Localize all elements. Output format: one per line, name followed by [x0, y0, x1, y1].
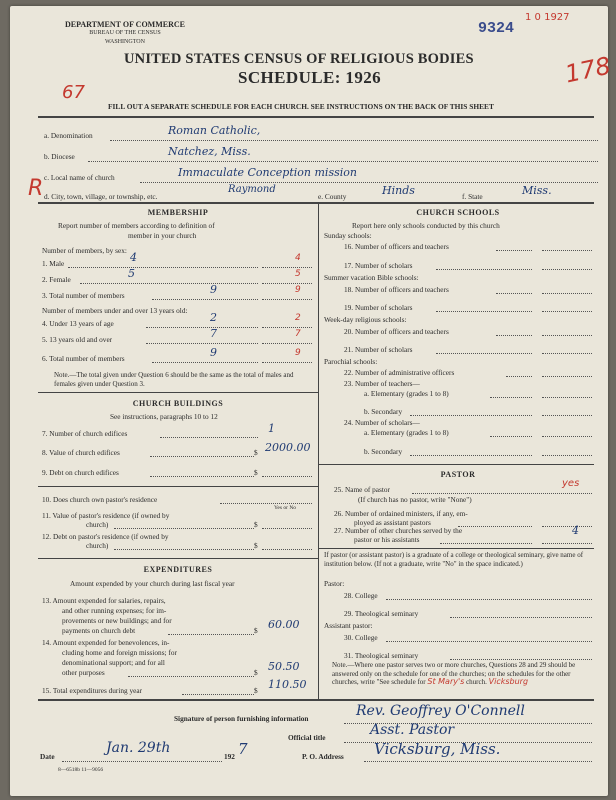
- vacation-scholars-answer: [542, 311, 592, 312]
- parochial-officers-answer: [542, 376, 592, 377]
- total-expenditures-label: 15. Total expenditures during year: [42, 686, 143, 695]
- po-address-value: Vicksburg, Miss.: [374, 740, 501, 758]
- running-expenses-label-1: 13. Amount expended for salaries, repairs,: [42, 596, 166, 605]
- residence-debt-amount-line: [262, 549, 312, 550]
- edifices-value-label: 8. Value of church edifices: [42, 448, 120, 457]
- department-block: [50, 20, 200, 47]
- members-by-age-label: Number of members under and over 13 years old:: [42, 306, 188, 315]
- buildings-rule: [38, 392, 318, 393]
- church-name-value: Immaculate Conception mission: [178, 166, 357, 179]
- pastor-college-line: [386, 599, 592, 600]
- pastor-name-note: (If church has no pastor, write "None"): [358, 495, 472, 504]
- form-code: 8—6518b 11—9056: [58, 767, 104, 773]
- assistant-subheading: Assistant pastor:: [324, 621, 373, 630]
- church-name-label: c. Local name of church: [44, 173, 115, 182]
- benevolences-value: 50.50: [268, 660, 300, 673]
- column-divider: [318, 202, 319, 699]
- residence-value-amount-line: [262, 528, 312, 529]
- total-expenditures-value: 110.50: [268, 678, 307, 691]
- residence-debt-label-1: 12. Debt on pastor's residence (if owned by: [42, 532, 169, 541]
- bureau-city: WASHINGTON: [105, 39, 145, 45]
- margin-number-178: 178: [562, 51, 614, 89]
- benevolences-label-1: 14. Amount expended for benevolences, in-: [42, 638, 170, 647]
- scholars-secondary-line: [410, 455, 532, 456]
- residence-value-label-1: 11. Value of pastor's residence (if owned by: [42, 511, 170, 520]
- parochial-officers-label: 22. Number of administrative officers: [344, 368, 455, 377]
- sunday-scholars-line: [436, 269, 532, 270]
- pastor-college-label: 28. College: [344, 591, 378, 600]
- sunday-schools-label: Sunday schools:: [324, 231, 372, 240]
- pastor-seminary-line: [450, 617, 592, 618]
- total-members-2-value: 9: [210, 346, 217, 359]
- date-line: [62, 761, 222, 762]
- scholars-elementary-line: [490, 436, 532, 437]
- teachers-elementary-line: [490, 397, 532, 398]
- edifices-debt-dollar: $: [254, 468, 258, 477]
- schedule-title: SCHEDULE: 1926: [238, 68, 382, 87]
- signature-label: Signature of person furnishing information: [174, 714, 309, 723]
- edifices-count-line: [160, 437, 258, 438]
- pastor-name-value: yes: [562, 478, 580, 489]
- owns-residence-label: 10. Does church own pastor's residence: [42, 495, 158, 504]
- other-churches-line: [440, 543, 532, 544]
- benevolences-dollar: $: [254, 668, 258, 677]
- total-expenditures-dollar: $: [254, 686, 258, 695]
- membership-intro-2: member in your church: [128, 231, 197, 240]
- section-rule: [38, 202, 594, 204]
- scholars-secondary-label: b. Secondary: [364, 447, 403, 456]
- other-churches-value: 4: [572, 524, 579, 537]
- weekday-scholars-label: 21. Number of scholars: [344, 345, 413, 354]
- running-expenses-dollar: $: [254, 626, 258, 635]
- sunday-teachers-label: 16. Number of officers and teachers: [344, 242, 449, 251]
- edifices-debt-amount-line: [262, 476, 312, 477]
- sunday-scholars-label: 17. Number of scholars: [344, 261, 413, 270]
- weekday-scholars-answer: [542, 353, 592, 354]
- pastor-name-label: 25. Name of pastor: [334, 485, 390, 494]
- buildings-heading: CHURCH BUILDINGS: [132, 399, 224, 408]
- total-members-label: 3. Total number of members: [42, 291, 125, 300]
- benevolences-label-4: other purposes: [62, 668, 105, 677]
- running-expenses-label-3: provements or new buildings; and for: [62, 616, 172, 625]
- total-members-2-check-line: [262, 362, 312, 363]
- residence-debt-label-2: church): [86, 541, 109, 550]
- multi-church-note-church: church.: [466, 678, 487, 686]
- multi-church-note: [332, 661, 592, 687]
- vacation-scholars-line: [436, 311, 532, 312]
- weekday-teachers-label: 20. Number of officers and teachers: [344, 327, 449, 336]
- year-value: 7: [238, 740, 248, 758]
- running-expenses-line: [168, 634, 254, 635]
- stamp-number: 9324: [478, 20, 515, 37]
- edifices-value-value: 2000.00: [265, 441, 311, 454]
- top-rule: [38, 116, 594, 118]
- other-churches-label-2: pastor or his assistants: [354, 535, 420, 544]
- assistant-seminary-label: 31. Theological seminary: [344, 651, 419, 660]
- weekday-schools-label: Week-day religious schools:: [324, 315, 407, 324]
- residence-rule: [38, 486, 318, 487]
- schools-intro: Report here only schools conducted by this church: [352, 221, 500, 230]
- diocese-line: [88, 161, 598, 162]
- form-title: UNITED STATES CENSUS OF RELIGIOUS BODIES: [124, 51, 474, 67]
- department-name: DEPARTMENT OF COMMERCE: [64, 20, 185, 29]
- total-members-2-check: 9: [295, 348, 301, 358]
- under-13-value: 2: [210, 311, 217, 324]
- sunday-teachers-answer: [542, 250, 592, 251]
- diocese-value: Natchez, Miss.: [168, 145, 251, 158]
- total-expenditures-line: [182, 694, 254, 695]
- vacation-schools-label: Summer vacation Bible schools:: [324, 273, 419, 282]
- weekday-teachers-answer: [542, 335, 592, 336]
- total-members-line: [152, 299, 258, 300]
- parochial-officers-line: [506, 376, 532, 377]
- schools-heading: CHURCH SCHOOLS: [416, 208, 500, 217]
- pastor-seminary-label: 29. Theological seminary: [344, 609, 419, 618]
- ordained-ministers-label-2: ployed as assistant pastors: [354, 518, 431, 527]
- official-title-label: Official title: [288, 733, 326, 742]
- assistant-college-label: 30. College: [344, 633, 378, 642]
- over-13-value: 7: [210, 327, 217, 340]
- male-label: 1. Male: [42, 259, 65, 268]
- official-title-value: Asst. Pastor: [370, 722, 455, 738]
- church-name-line: [140, 182, 598, 183]
- female-label: 2. Female: [42, 275, 71, 284]
- city-label: d. City, town, village, or township, etc.: [44, 192, 158, 201]
- scholars-elementary-answer: [542, 436, 592, 437]
- ordained-ministers-answer: [542, 526, 592, 527]
- running-expenses-label-2: and other running expenses; for im-: [62, 606, 167, 615]
- membership-heading: MEMBERSHIP: [147, 208, 209, 217]
- city-value: Raymond: [228, 184, 276, 195]
- signature-value: Rev. Geoffrey O'Connell: [356, 703, 525, 719]
- under-13-check-line: [262, 327, 312, 328]
- bureau-name: BUREAU OF THE CENSUS: [89, 30, 161, 36]
- scholars-secondary-answer: [542, 455, 592, 456]
- male-check: 4: [295, 253, 301, 263]
- graduate-note: If pastor (or assistant pastor) is a graduate of a college or theological seminary, give name of institution below. (If not a graduate, write "No" in the space indicated.): [324, 551, 584, 568]
- po-address-label: P. O. Address: [302, 752, 344, 761]
- county-value: Hinds: [382, 184, 415, 197]
- teachers-elementary-label: a. Elementary (grades 1 to 8): [364, 389, 449, 398]
- male-check-line: [262, 267, 312, 268]
- expenditures-heading: EXPENDITURES: [143, 565, 213, 574]
- po-address-line: [364, 761, 592, 762]
- date-value: Jan. 29th: [106, 740, 171, 756]
- denomination-line: [110, 140, 598, 141]
- running-expenses-value: 60.00: [268, 618, 300, 631]
- male-line: [68, 267, 258, 268]
- vacation-teachers-line: [496, 293, 532, 294]
- date-label: Date: [40, 752, 55, 761]
- weekday-teachers-line: [496, 335, 532, 336]
- denomination-value: Roman Catholic,: [168, 124, 261, 137]
- pastor-heading: PASTOR: [440, 470, 476, 479]
- benevolences-label-2: cluding home and foreign missions; for: [62, 648, 177, 657]
- margin-letter-r: R: [28, 176, 44, 201]
- running-expenses-label-4: payments on church debt: [62, 626, 136, 635]
- parochial-schools-label: Parochial schools:: [324, 357, 378, 366]
- teachers-secondary-label: b. Secondary: [364, 407, 403, 416]
- teachers-elementary-answer: [542, 397, 592, 398]
- over-13-check-line: [262, 343, 312, 344]
- ordained-ministers-label-1: 26. Number of ordained ministers, if any, em-: [334, 509, 468, 518]
- assistant-seminary-line: [450, 659, 592, 660]
- weekday-scholars-line: [436, 353, 532, 354]
- vacation-teachers-answer: [542, 293, 592, 294]
- edifices-debt-line: [150, 476, 254, 477]
- bottom-rule: [38, 699, 594, 701]
- stamp-date: 1 0 1927: [525, 12, 570, 23]
- vacation-teachers-label: 18. Number of officers and teachers: [344, 285, 449, 294]
- residence-value-dollar: $: [254, 520, 258, 529]
- pastor-rule: [318, 464, 594, 465]
- total-members-2-line: [152, 362, 258, 363]
- edifices-value-dollar: $: [254, 448, 258, 457]
- membership-note: Note.—The total given under Question 6 should be the same as the total of males and females given under Question 3.: [54, 371, 294, 388]
- parochial-teachers-label: 23. Number of teachers—: [344, 379, 420, 388]
- female-line: [80, 283, 258, 284]
- scholars-elementary-label: a. Elementary (grades 1 to 8): [364, 428, 449, 437]
- expenditures-intro: Amount expended by your church during last fiscal year: [70, 579, 235, 588]
- under-13-check: 2: [295, 313, 301, 323]
- benevolences-line: [128, 676, 254, 677]
- under-13-line: [146, 327, 258, 328]
- edifices-count-value: 1: [268, 422, 275, 435]
- state-label: f. State: [462, 192, 483, 201]
- membership-intro-1: Report number of members according to definition of: [58, 221, 215, 230]
- assistant-college-line: [386, 641, 592, 642]
- female-value: 5: [128, 267, 135, 280]
- edifices-value-line: [150, 456, 254, 457]
- teachers-secondary-answer: [542, 415, 592, 416]
- teachers-secondary-line: [410, 415, 532, 416]
- edifices-debt-label: 9. Debt on church edifices: [42, 468, 119, 477]
- margin-number-67: 67: [62, 82, 85, 103]
- female-check: 5: [295, 269, 301, 279]
- year-prefix: 192: [224, 752, 235, 761]
- male-value: 4: [130, 251, 137, 264]
- over-13-line: [146, 343, 258, 344]
- buildings-intro: See instructions, paragraphs 10 to 12: [110, 412, 218, 421]
- members-by-sex-label: Number of members, by sex:: [42, 246, 127, 255]
- total-members-check-line: [262, 299, 312, 300]
- benevolences-label-3: denominational support; and for all: [62, 658, 165, 667]
- sunday-scholars-answer: [542, 269, 592, 270]
- yes-no-hint: Yes or No: [274, 505, 297, 511]
- over-13-check: 7: [295, 329, 301, 339]
- pastor-name-line: [412, 493, 592, 494]
- multi-church-note-text: Note.—Where one pastor serves two or more churches, Questions 28 and 29 should be answered only on the schedule for one of the churches; on the schedules for the other churches, write "See schedule for: [332, 661, 576, 686]
- multi-church-note-hand-1: St Mary's: [427, 677, 465, 686]
- residence-value-label-2: church): [86, 520, 109, 529]
- over-13-label: 5. 13 years old and over: [42, 335, 113, 344]
- state-value: Miss.: [522, 184, 552, 197]
- multi-church-note-hand-2: Vicksburg: [488, 677, 529, 686]
- residence-debt-line: [114, 549, 254, 550]
- county-label: e. County: [318, 192, 347, 201]
- denomination-label: a. Denomination: [44, 131, 93, 140]
- other-churches-label-1: 27. Number of other churches served by the: [334, 526, 463, 535]
- pastor-subheading: Pastor:: [324, 579, 345, 588]
- graduate-rule: [318, 548, 594, 549]
- census-form: [10, 6, 614, 796]
- residence-debt-dollar: $: [254, 541, 258, 550]
- instruction-line: FILL OUT A SEPARATE SCHEDULE FOR EACH CHURCH. SEE INSTRUCTIONS ON THE BACK OF THIS SHEET: [108, 102, 494, 111]
- diocese-label: b. Diocese: [44, 152, 75, 161]
- total-members-check: 9: [295, 285, 301, 295]
- total-members-value: 9: [210, 283, 217, 296]
- female-check-line: [262, 283, 312, 284]
- other-churches-answer: [542, 543, 592, 544]
- ordained-ministers-line: [458, 526, 532, 527]
- sunday-teachers-line: [496, 250, 532, 251]
- expenditures-rule: [38, 558, 318, 559]
- total-members-2-label: 6. Total number of members: [42, 354, 125, 363]
- residence-value-line: [114, 528, 254, 529]
- edifices-count-label: 7. Number of church edifices: [42, 429, 128, 438]
- vacation-scholars-label: 19. Number of scholars: [344, 303, 413, 312]
- parochial-scholars-label: 24. Number of scholars—: [344, 418, 420, 427]
- owns-residence-line: [220, 503, 312, 504]
- under-13-label: 4. Under 13 years of age: [42, 319, 114, 328]
